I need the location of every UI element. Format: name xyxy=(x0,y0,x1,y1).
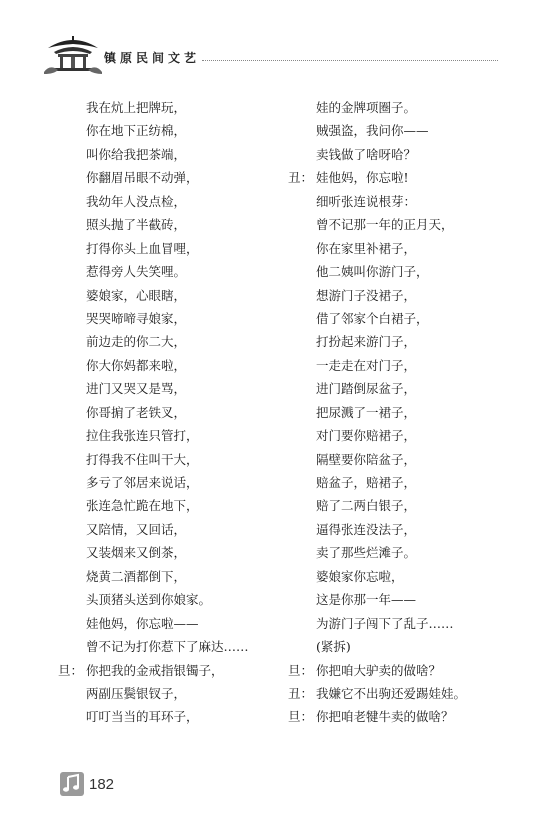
line-text: 娃他妈，你忘啦—— xyxy=(86,615,199,631)
line-text: 细听张连说根芽： xyxy=(316,193,417,209)
verse-line xyxy=(288,354,518,377)
verse-line xyxy=(288,518,518,541)
page-header xyxy=(0,0,551,80)
speaker-label: 旦： xyxy=(58,662,84,678)
verse-line xyxy=(288,330,518,353)
line-text: 你在地下正纺棉， xyxy=(86,123,187,139)
verse-line xyxy=(288,143,518,166)
verse-line xyxy=(58,307,298,330)
verse-line xyxy=(288,705,518,728)
header-divider xyxy=(202,60,498,61)
line-text: 贼强盗，我问你—— xyxy=(316,123,429,139)
line-text: 赔了二两白银子， xyxy=(316,498,417,514)
line-text: (紧拆) xyxy=(316,639,351,655)
verse-line xyxy=(58,190,298,213)
line-text: 我幼年人没点检， xyxy=(86,193,187,209)
verse-line xyxy=(288,190,518,213)
verse-line xyxy=(288,166,518,189)
line-text: 又陪情，又回话， xyxy=(86,521,187,537)
line-text: 这是你那一年—— xyxy=(316,592,417,608)
speaker-label: 丑： xyxy=(288,170,314,186)
line-text: 婆娘家你忘啦， xyxy=(316,568,404,584)
header-title: 镇原民间文艺 xyxy=(104,51,201,65)
line-text: 娃的金牌项圈子。 xyxy=(316,100,417,115)
verse-line xyxy=(288,119,518,142)
line-text: 逼得张连没法子， xyxy=(316,521,417,537)
line-text: 惹得旁人失笑哩。 xyxy=(86,264,187,280)
speaker-label: 丑： xyxy=(288,685,314,701)
line-text: 又装烟来又倒茶， xyxy=(86,545,187,561)
line-text: 我在炕上把牌玩， xyxy=(86,100,187,115)
line-text: 借了邻家个白裙子， xyxy=(316,310,429,326)
speaker-label: 旦： xyxy=(288,662,314,678)
line-text: 婆娘家，心眼瞎， xyxy=(86,287,187,303)
line-text: 为游门子闯下了乱子…… xyxy=(316,615,454,631)
line-text: 两副压鬓银钗子， xyxy=(86,685,187,701)
line-text: 拉住我张连只管打， xyxy=(86,428,199,444)
verse-line xyxy=(58,119,298,142)
verse-line xyxy=(288,682,518,705)
verse-line xyxy=(58,424,298,447)
verse-line xyxy=(288,213,518,236)
line-text: 你哥掮了老铁叉， xyxy=(86,404,187,420)
verse-line xyxy=(58,377,298,400)
verse-line xyxy=(58,143,298,166)
verse-line xyxy=(58,518,298,541)
line-text: 赔盆子，赔裙子， xyxy=(316,475,417,490)
verse-line xyxy=(58,682,298,705)
line-text: 我嫌它不出驹还爱踢娃娃。 xyxy=(316,685,467,701)
verse-line xyxy=(58,588,298,611)
verse-line xyxy=(288,237,518,260)
left-column xyxy=(58,96,298,729)
verse-line xyxy=(288,401,518,424)
verse-line xyxy=(288,448,518,471)
verse-line xyxy=(288,284,518,307)
line-text: 烧黄二酒都倒下， xyxy=(86,568,187,584)
music-note-icon xyxy=(60,772,84,796)
verse-line xyxy=(288,96,518,119)
right-column xyxy=(288,96,518,729)
page-number: 182 xyxy=(89,776,115,793)
verse-line xyxy=(58,213,298,236)
line-text: 你在家里补裙子， xyxy=(316,240,417,256)
verse-line xyxy=(288,377,518,400)
line-text: 多亏了邻居来说话， xyxy=(86,475,199,490)
speaker-label: 旦： xyxy=(288,709,314,725)
line-text: 把尿溅了一裙子， xyxy=(316,404,417,420)
line-text: 一走走在对门子， xyxy=(316,357,417,373)
line-text: 想游门子没裙子， xyxy=(316,287,417,303)
verse-line xyxy=(58,448,298,471)
verse-line xyxy=(58,612,298,635)
line-text: 头顶猪头送到你娘家。 xyxy=(86,592,212,608)
verse-line xyxy=(58,471,298,494)
verse-line xyxy=(58,541,298,564)
line-text: 打得你头上血冒哩， xyxy=(86,240,199,256)
line-text: 照头抛了半截砖， xyxy=(86,217,187,233)
verse-line xyxy=(58,401,298,424)
line-text: 对门要你赔裙子， xyxy=(316,428,417,444)
verse-line xyxy=(288,307,518,330)
verse-line xyxy=(58,284,298,307)
line-text: 隔壁要你陪盆子， xyxy=(316,451,417,467)
verse-line xyxy=(58,166,298,189)
verse-line xyxy=(288,565,518,588)
line-text: 他二姨叫你游门子， xyxy=(316,264,429,280)
line-text: 叮叮当当的耳环子， xyxy=(86,709,199,725)
verse-line xyxy=(58,705,298,728)
line-text: 你把我的金戒指银镯子， xyxy=(86,662,224,678)
line-text: 进门踏倒尿盆子， xyxy=(316,381,417,397)
line-text: 你大你妈都来啦， xyxy=(86,357,187,373)
line-text: 打得我不住叫干大， xyxy=(86,451,199,467)
verse-line xyxy=(58,635,298,658)
line-text: 娃他妈，你忘啦! xyxy=(316,170,409,186)
pavilion-icon xyxy=(44,30,102,74)
verse-line xyxy=(288,635,518,658)
line-text: 卖钱做了啥呀哈？ xyxy=(316,146,417,162)
line-text: 你把咱老犍牛卖的做啥？ xyxy=(316,709,454,725)
verse-line xyxy=(58,565,298,588)
line-text: 曾不记为打你惹下了麻达…… xyxy=(86,639,249,655)
verse-line xyxy=(58,96,298,119)
line-text: 你翻眉吊眼不动弹， xyxy=(86,170,199,186)
verse-line xyxy=(58,330,298,353)
verse-line xyxy=(288,588,518,611)
verse-line xyxy=(288,471,518,494)
verse-line xyxy=(288,612,518,635)
line-text: 曾不记那一年的正月天， xyxy=(316,217,454,233)
line-text: 叫你给我把茶端， xyxy=(86,146,187,162)
verse-line xyxy=(58,237,298,260)
verse-line xyxy=(58,260,298,283)
line-text: 进门又哭又是骂， xyxy=(86,381,187,397)
verse-line xyxy=(288,424,518,447)
verse-line xyxy=(58,354,298,377)
line-text: 卖了那些烂滩子。 xyxy=(316,545,417,561)
line-text: 打扮起来游门子， xyxy=(316,334,417,350)
line-text: 张连急忙跪在地下， xyxy=(86,498,199,514)
verse-line xyxy=(58,494,298,517)
verse-line xyxy=(288,260,518,283)
verse-line xyxy=(288,541,518,564)
line-text: 哭哭啼啼寻娘家， xyxy=(86,310,187,326)
verse-line xyxy=(288,494,518,517)
verse-line xyxy=(288,659,518,682)
line-text: 前边走的你二大， xyxy=(86,334,187,350)
verse-line xyxy=(58,659,298,682)
line-text: 你把咱大驴卖的做啥？ xyxy=(316,662,442,678)
